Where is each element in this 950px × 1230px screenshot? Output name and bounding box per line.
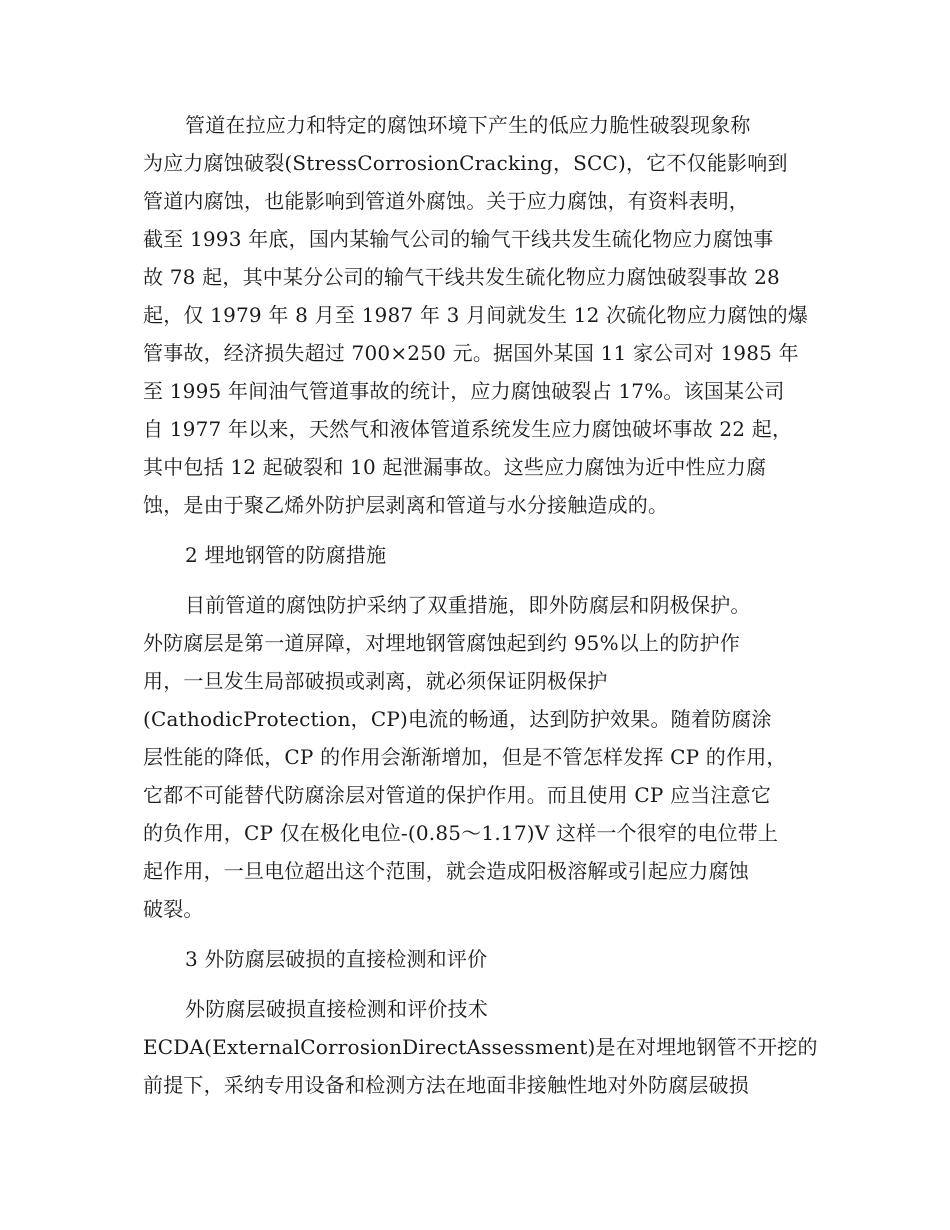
paragraph-3-line-1: 外防腐层破损直接检测和评价技术 — [185, 997, 488, 1021]
paragraph-1-line-5: 故 78 起，其中某分公司的输气干线共发生硫化物应力腐蚀破裂事故 28 — [143, 265, 780, 289]
paragraph-2-line-9: 破裂。 — [143, 897, 204, 921]
paragraph-2-line-4: (CathodicProtection，CP)电流的畅通，达到防护效果。随着防腐涂 — [143, 707, 772, 731]
paragraph-1-line-4: 截至 1993 年底，国内某输气公司的输气干线共发生硫化物应力腐蚀事 — [143, 227, 774, 251]
paragraph-2-line-3: 用，一旦发生局部破损或剥离，就必须保证阴极保护 — [143, 669, 608, 693]
paragraph-1-line-8: 至 1995 年间油气管道事故的统计，应力腐蚀破裂占 17%。该国某公司 — [143, 379, 785, 403]
paragraph-2-line-1: 目前管道的腐蚀防护采纳了双重措施，即外防腐层和阴极保护。 — [185, 593, 751, 617]
paragraph-3-line-3: 前提下，采纳专用设备和检测方法在地面非接触性地对外防腐层破损 — [143, 1073, 749, 1097]
section-heading-2: 2 埋地钢管的防腐措施 — [185, 543, 387, 567]
paragraph-1-line-11: 蚀，是由于聚乙烯外防护层剥离和管道与水分接触造成的。 — [143, 493, 669, 517]
paragraph-1-line-1: 管道在拉应力和特定的腐蚀环境下产生的低应力脆性破裂现象称 — [185, 113, 751, 137]
paragraph-2-line-8: 起作用，一旦电位超出这个范围，就会造成阳极溶解或引起应力腐蚀 — [143, 859, 749, 883]
paragraph-2-line-2: 外防腐层是第一道屏障，对埋地钢管腐蚀起到约 95%以上的防护作 — [143, 631, 741, 655]
paragraph-2-line-6: 它都不可能替代防腐涂层对管道的保护作用。而且使用 CP 应当注意它 — [143, 783, 772, 807]
paragraph-1-line-6: 起，仅 1979 年 8 月至 1987 年 3 月间就发生 12 次硫化物应力腐蚀的爆 — [143, 303, 809, 327]
section-heading-3: 3 外防腐层破损的直接检测和评价 — [185, 947, 488, 971]
paragraph-1-line-2: 为应力腐蚀破裂(StressCorrosionCracking，SCC)，它不仅能影响到 — [143, 151, 788, 175]
paragraph-1-line-7: 管事故，经济损失超过 700×250 元。据国外某国 11 家公司对 1985 年 — [143, 341, 799, 365]
paragraph-1-line-10: 其中包括 12 起破裂和 10 起泄漏事故。这些应力腐蚀为近中性应力腐 — [143, 455, 767, 479]
paragraph-2-line-7: 的负作用，CP 仅在极化电位-(0.85～1.17)V 这样一个很窄的电位带上 — [143, 821, 779, 845]
paragraph-1-line-9: 自 1977 年以来，天然气和液体管道系统发生应力腐蚀破坏事故 22 起， — [143, 417, 793, 441]
paragraph-3-line-2: ECDA(ExternalCorrosionDirectAssessment)是在对埋地钢管不开挖的 — [143, 1035, 818, 1059]
paragraph-1-line-3: 管道内腐蚀，也能影响到管道外腐蚀。关于应力腐蚀，有资料表明， — [143, 189, 749, 213]
paragraph-2-line-5: 层性能的降低，CP 的作用会渐渐增加，但是不管怎样发挥 CP 的作用， — [143, 745, 787, 769]
